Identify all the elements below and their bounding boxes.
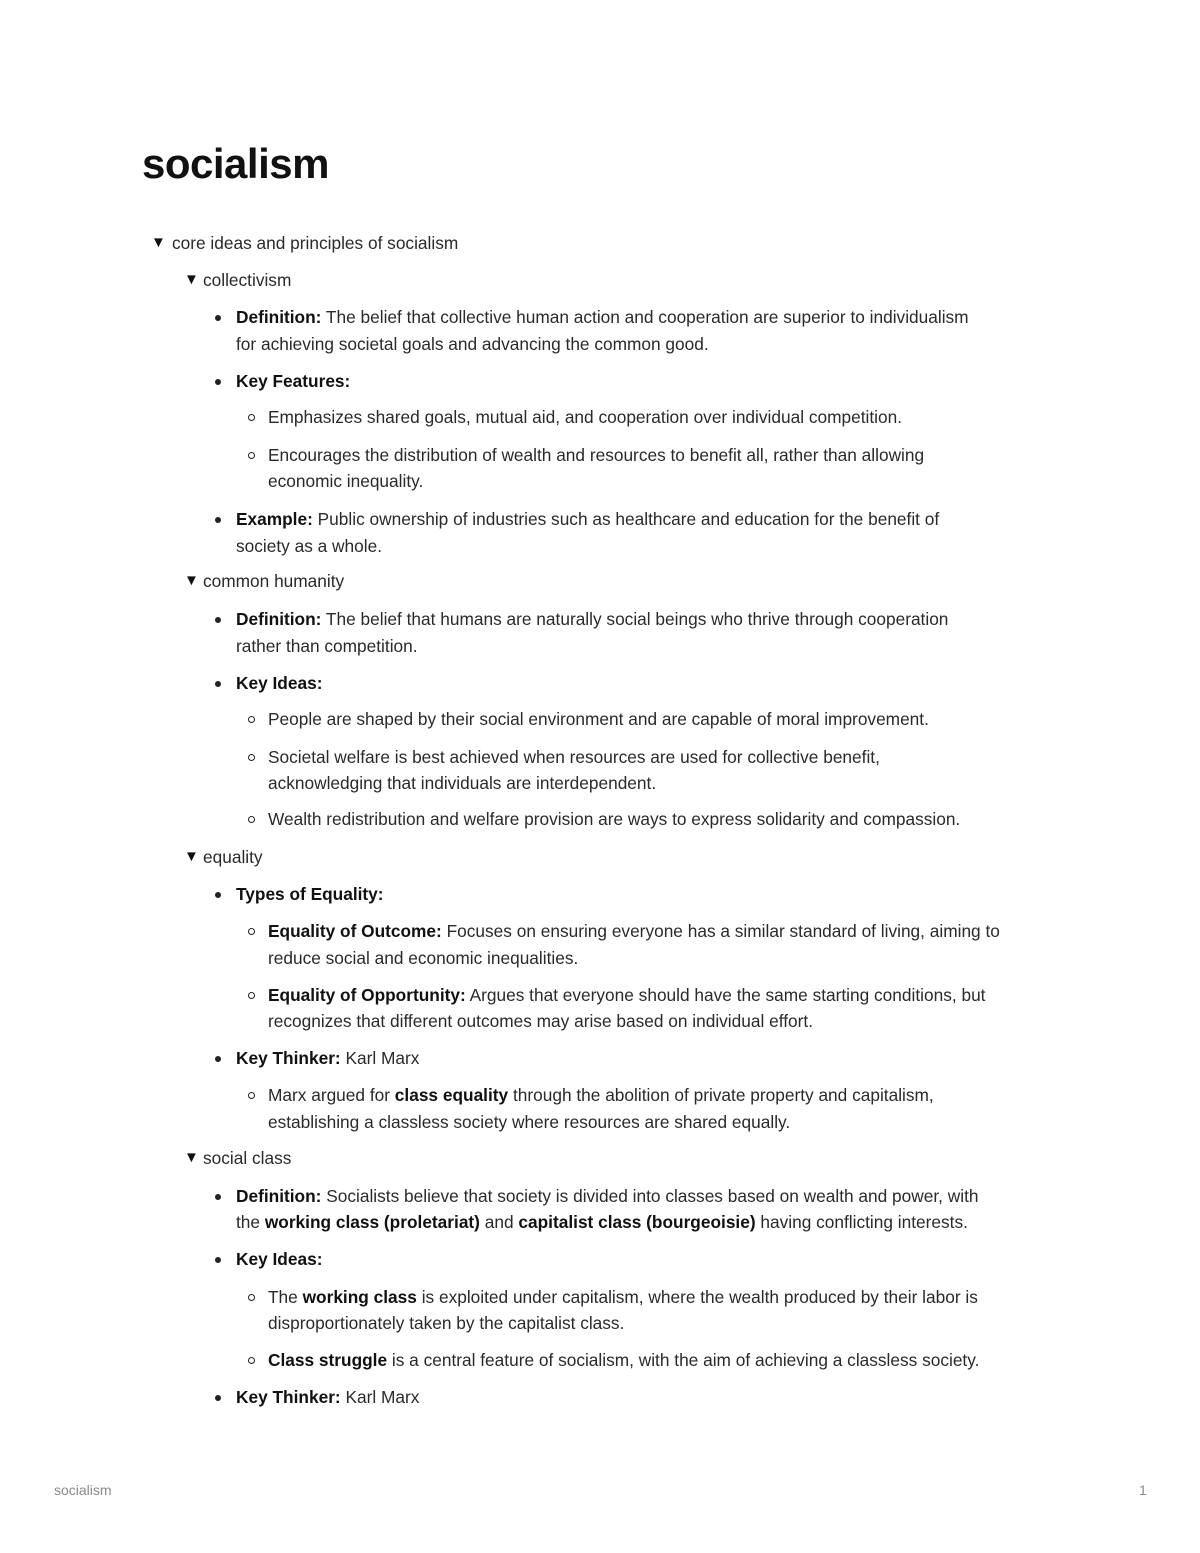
bullet-circle-icon	[248, 928, 255, 935]
list-item: Wealth redistribution and welfare provision are ways to express solidarity and compassion.	[268, 809, 961, 829]
collectivism-definition-cont: for achieving societal goals and advancing the common good.	[236, 334, 709, 354]
equality-of-opportunity: Equality of Opportunity: Argues that everyone should have the same starting conditions, but	[268, 985, 986, 1005]
list-item: People are shaped by their social environment and are capable of moral improvement.	[268, 709, 929, 729]
collectivism-example: Example: Public ownership of industries such as healthcare and education for the benefit of	[236, 509, 940, 529]
common-humanity-definition-cont: rather than competition.	[236, 636, 418, 656]
common-humanity-key-ideas: Key Ideas:	[236, 673, 323, 693]
toggle-triangle-icon[interactable]: ▼	[184, 271, 199, 288]
list-item-cont: economic inequality.	[268, 471, 424, 491]
toggle-triangle-icon[interactable]: ▼	[151, 234, 166, 251]
toggle-equality[interactable]: equality	[203, 847, 263, 867]
equality-of-opportunity-cont: recognizes that different outcomes may arise based on individual effort.	[268, 1011, 813, 1031]
collectivism-example-cont: society as a whole.	[236, 536, 383, 556]
bullet-circle-icon	[248, 1294, 255, 1301]
list-item-cont: acknowledging that individuals are interdependent.	[268, 773, 657, 793]
common-humanity-definition: Definition: The belief that humans are naturally social beings who thrive through cooperation	[236, 609, 949, 629]
toggle-triangle-icon[interactable]: ▼	[184, 1149, 199, 1166]
social-class-definition: Definition: Socialists believe that society is divided into classes based on wealth and power, with	[236, 1186, 979, 1206]
toggle-core-ideas[interactable]: core ideas and principles of socialism	[172, 233, 459, 253]
bullet-disc-icon	[215, 315, 221, 321]
bullet-disc-icon	[215, 1056, 221, 1062]
list-item: Societal welfare is best achieved when resources are used for collective benefit,	[268, 747, 880, 767]
bullet-disc-icon	[215, 1395, 221, 1401]
list-item-cont: establishing a classless society where resources are shared equally.	[268, 1112, 791, 1132]
bullet-disc-icon	[215, 1257, 221, 1263]
equality-key-thinker: Key Thinker: Karl Marx	[236, 1048, 420, 1068]
equality-of-outcome: Equality of Outcome: Focuses on ensuring everyone has a similar standard of living, aiming to	[268, 921, 1000, 941]
toggle-triangle-icon[interactable]: ▼	[184, 848, 199, 865]
bullet-disc-icon	[215, 517, 221, 523]
bullet-circle-icon	[248, 414, 255, 421]
bullet-disc-icon	[215, 892, 221, 898]
equality-types: Types of Equality:	[236, 884, 384, 904]
bullet-circle-icon	[248, 716, 255, 723]
page-title: socialism	[142, 140, 329, 187]
bullet-disc-icon	[215, 617, 221, 623]
toggle-social-class[interactable]: social class	[203, 1148, 292, 1168]
bullet-circle-icon	[248, 754, 255, 761]
collectivism-key-features: Key Features:	[236, 371, 351, 391]
list-item: Class struggle is a central feature of socialism, with the aim of achieving a classless society.	[268, 1350, 980, 1370]
bullet-circle-icon	[248, 452, 255, 459]
list-item: Emphasizes shared goals, mutual aid, and cooperation over individual competition.	[268, 407, 903, 427]
bullet-circle-icon	[248, 992, 255, 999]
collectivism-definition: Definition: The belief that collective human action and cooperation are superior to individualism	[236, 307, 969, 327]
bullet-circle-icon	[248, 1357, 255, 1364]
social-class-definition-cont: the working class (proletariat) and capitalist class (bourgeoisie) having conflicting interests.	[236, 1212, 968, 1232]
bullet-circle-icon	[248, 1092, 255, 1099]
list-item: Encourages the distribution of wealth and resources to benefit all, rather than allowing	[268, 445, 925, 465]
list-item: Marx argued for class equality through the abolition of private property and capitalism,	[268, 1085, 934, 1105]
toggle-common-humanity[interactable]: common humanity	[203, 571, 345, 591]
toggle-triangle-icon[interactable]: ▼	[184, 572, 199, 589]
equality-of-outcome-cont: reduce social and economic inequalities.	[268, 948, 579, 968]
bullet-disc-icon	[215, 379, 221, 385]
list-item-cont: disproportionately taken by the capitalist class.	[268, 1313, 625, 1333]
toggle-collectivism[interactable]: collectivism	[203, 270, 292, 290]
bullet-disc-icon	[215, 1194, 221, 1200]
footer-document-name: socialism	[54, 1482, 112, 1498]
social-class-key-thinker: Key Thinker: Karl Marx	[236, 1387, 420, 1407]
bullet-circle-icon	[248, 816, 255, 823]
bullet-disc-icon	[215, 681, 221, 687]
social-class-key-ideas: Key Ideas:	[236, 1249, 323, 1269]
list-item: The working class is exploited under capitalism, where the wealth produced by their labor is	[268, 1287, 978, 1307]
footer-page-number: 1	[1139, 1482, 1147, 1498]
